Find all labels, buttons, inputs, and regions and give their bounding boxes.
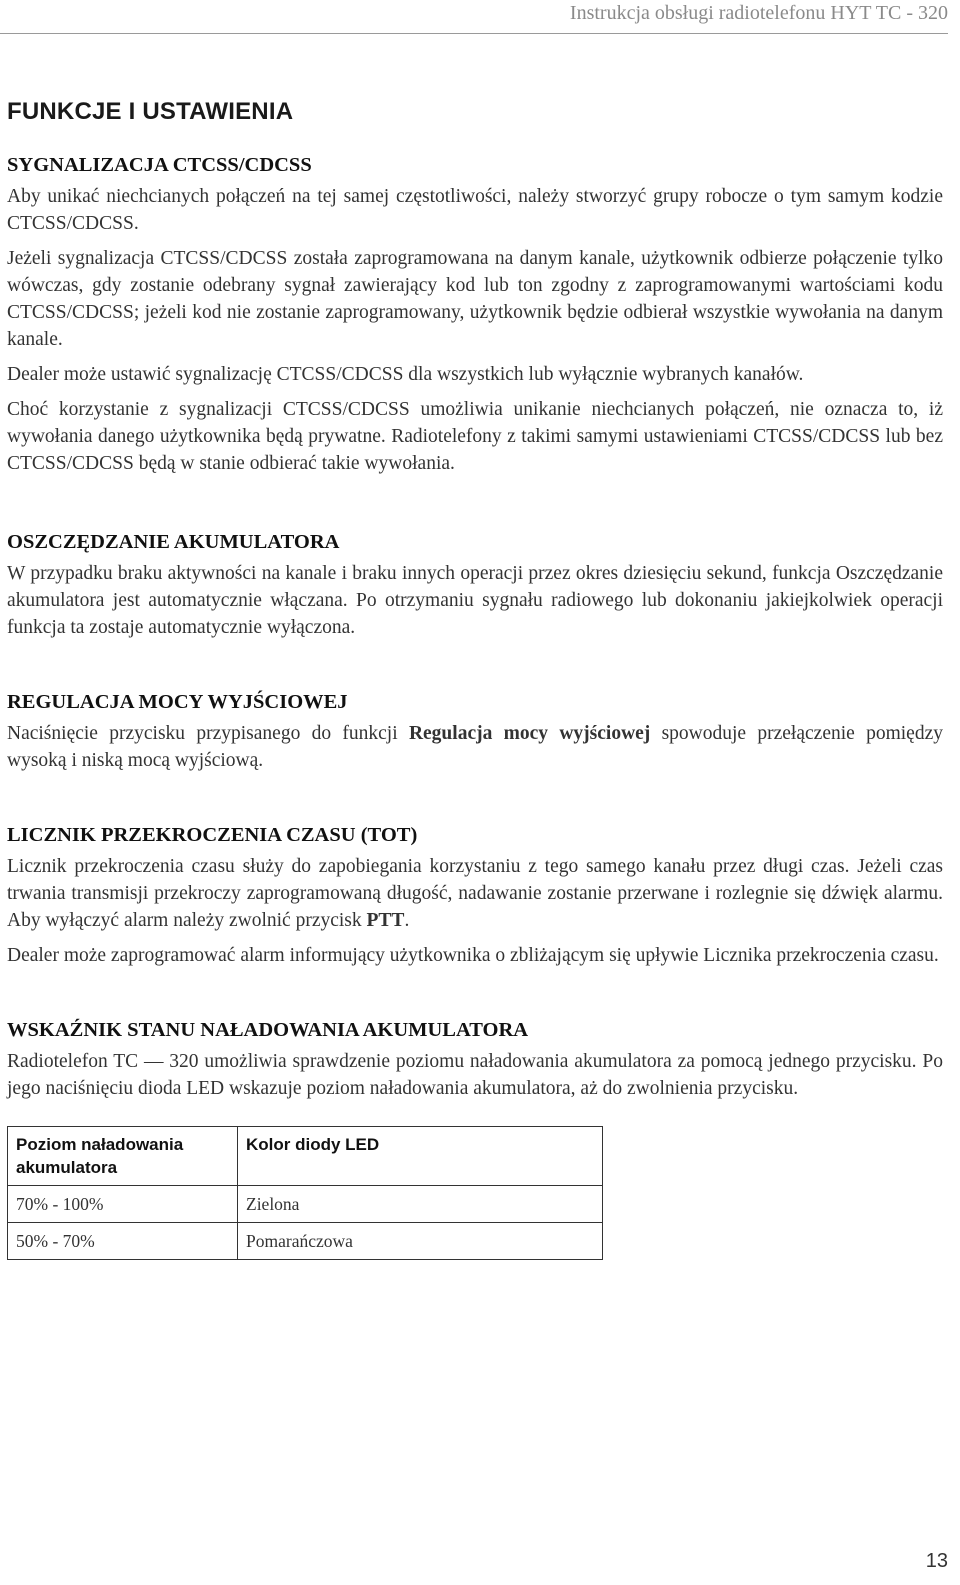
paragraph: Jeżeli sygnalizacja CTCSS/CDCSS została zaprogramowana na danym kanale, użytkownik odbierze połączenie tylko wówczas, gdy zostanie odebrany sygnał zawierający kod lub ton zgodny z zaprogramowanymi wartościami kodu CTCSS/CDCSS; jeżeli kod nie zostanie zaprogramowany, użytkownik będzie odbierał wszystkie wywołania na danym kanale. <box>7 248 943 350</box>
paragraph <box>7 720 943 774</box>
table-row <box>8 1186 603 1223</box>
page-number: 13 <box>925 1550 948 1572</box>
paragraph: W przypadku braku aktywności na kanale i braku innych operacji przez okres dziesięciu sekund, funkcja Oszczędzanie akumulatora jest automatycznie włączana. Po otrzymaniu sygnału radiowego lub dokonaniu jakiejkolwiek operacji funkcja ta zostaje automatycznie wyłączona. <box>7 563 943 638</box>
section-heading-ctcss: SYGNALIZACJA CTCSS/CDCSS <box>7 154 312 176</box>
section-ctcss <box>7 154 943 477</box>
paragraph: Radiotelefon TC — 320 umożliwia sprawdzenie poziomu naładowania akumulatora za pomocą jednego przycisku. Po jego naciśnięciu dioda LED wskazuje poziom naładowania akumulatora, aż do zwolnienia przycisku. <box>7 1051 943 1099</box>
paragraph: Aby unikać niechcianych połączeń na tej samej częstotliwości, należy stworzyć grupy robocze o tym samym kodzie CTCSS/CDCSS. <box>7 186 943 234</box>
section-power <box>7 691 943 774</box>
section-heading-tot: LICZNIK PRZEKROCZENIA CZASU (TOT) <box>7 824 418 846</box>
table-cell: 50% - 70% <box>8 1223 238 1260</box>
column-header: Poziom naładowania akumulatora <box>8 1127 238 1186</box>
table-cell: Pomarańczowa <box>238 1223 603 1260</box>
section-heading-power: REGULACJA MOCY WYJŚCIOWEJ <box>7 691 348 713</box>
paragraph: Dealer może zaprogramować alarm informujący użytkownika o zbliżającym się upływie Licznika przekroczenia czasu. <box>7 945 939 966</box>
section-heading-battery-save: OSZCZĘDZANIE AKUMULATORA <box>7 531 340 553</box>
column-header: Kolor diody LED <box>238 1127 603 1186</box>
battery-level-table <box>7 1126 603 1260</box>
header-title: Instrukcja obsługi radiotelefonu HYT TC - 320 <box>569 2 948 24</box>
section-battery-save <box>7 531 943 641</box>
section-tot <box>7 824 943 969</box>
text-run: Naciśnięcie przycisku przypisanego do funkcji <box>7 723 409 744</box>
table-cell: 70% - 100% <box>8 1186 238 1223</box>
section-heading-battery-indicator: WSKAŹNIK STANU NAŁADOWANIA AKUMULATORA <box>7 1019 529 1041</box>
function-name: Regulacja mocy wyjściowej <box>408 723 651 744</box>
text-run: . <box>404 910 410 931</box>
running-header <box>0 2 948 34</box>
paragraph <box>7 853 943 934</box>
paragraph: Choć korzystanie z sygnalizacji CTCSS/CDCSS umożliwia unikanie niechcianych połączeń, nie oznacza to, iż wywołania danego użytkownika będą prywatne. Radiotelefony z takimi samymi ustawieniami CTCSS/CDCSS lub bez CTCSS/CDCSS będą w stanie odbierać takie wywołania. <box>7 399 943 474</box>
page-content <box>7 98 943 1260</box>
text-run: spowoduje przełączenie pomiędzy wysoką i niską mocą wyjściową. <box>7 723 943 771</box>
paragraph: Dealer może ustawić sygnalizację CTCSS/CDCSS dla wszystkich lub wyłącznie wybranych kanałów. <box>7 364 804 385</box>
button-name: PTT <box>366 910 405 931</box>
table-header-row <box>8 1127 603 1186</box>
section-battery-indicator <box>7 1019 943 1260</box>
text-run: Licznik przekroczenia czasu służy do zapobiegania korzystaniu z tego samego kanału przez długi czas. Jeżeli czas trwania transmisji przekroczy zaprogramowaną długość, nadawanie zostanie przerwane i rozlegnie się dźwięk alarmu. Aby wyłączyć alarm należy zwolnić przycisk <box>7 856 943 931</box>
table-cell: Zielona <box>238 1186 603 1223</box>
page-title: FUNKCJE I USTAWIENIA <box>7 98 294 125</box>
table-row <box>8 1223 603 1260</box>
